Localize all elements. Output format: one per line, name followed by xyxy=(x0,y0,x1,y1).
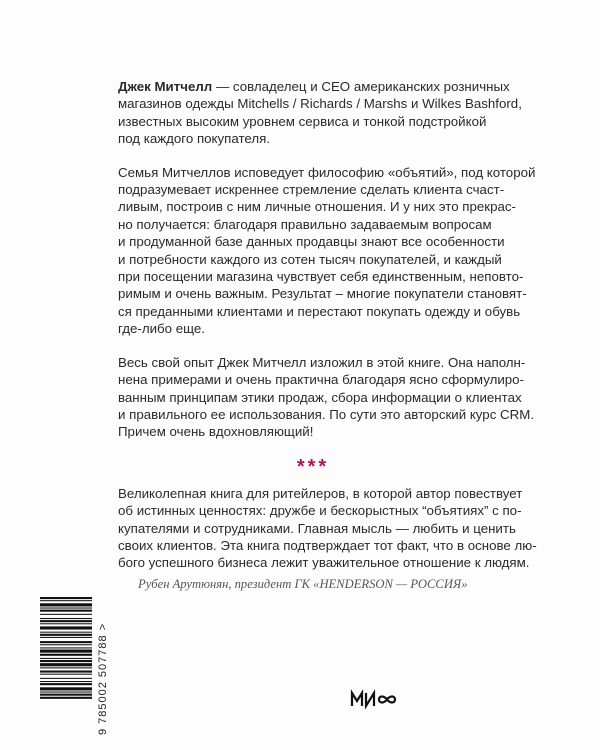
barcode-bar xyxy=(40,683,92,685)
barcode-bar xyxy=(40,641,92,643)
text-line: ливым, построив с ним личные отношения. И у них это прекрас- xyxy=(118,199,516,215)
text-line: своих клиентов. Эта книга подтверждает тот факт, что в основе лю- xyxy=(118,537,537,553)
barcode-bar xyxy=(40,658,92,659)
barcode-bar xyxy=(40,694,92,696)
text-line: римым и очень важным. Результат – многие покупатели становят- xyxy=(118,286,527,302)
testimonial-author: Рубен Арутюнян, президент ГК «HENDERSON — РОССИЯ» xyxy=(138,576,468,591)
text-line: Семья Митчеллов исповедует философию «объятий», под которой xyxy=(118,164,536,180)
barcode-bar xyxy=(40,674,92,675)
text-line: нена примерами и очень практична благодаря ясно сформулиро- xyxy=(118,372,524,388)
barcode-bar xyxy=(40,692,92,693)
barcode-bar xyxy=(40,620,92,622)
barcode-bar xyxy=(40,634,92,636)
barcode-bar xyxy=(40,626,92,629)
barcode-bar xyxy=(40,637,92,638)
isbn-digits: 9 785002 507788 > xyxy=(97,622,109,735)
text-line: при посещении магазина чувствует себя единственным, неповто- xyxy=(118,269,524,285)
text-line: и потребности каждого из сотен тысяч покупателей, и каждый xyxy=(118,251,502,267)
barcode-bar xyxy=(40,600,92,601)
text-line: но получается: благодаря правильно задаваемым вопросам xyxy=(118,216,492,232)
barcode-bar xyxy=(40,614,92,615)
barcode-bar xyxy=(40,681,92,682)
barcode-bar xyxy=(40,632,92,633)
text-line: где-либо еще. xyxy=(118,321,206,337)
text-line: подразумевает искреннее стремление сделать клиента счаст- xyxy=(118,182,505,198)
author-name: Джек Митчелл xyxy=(118,79,213,94)
text-line: Причем очень вдохновляющий! xyxy=(118,424,314,440)
text-line: об истинных ценностях: дружбе и бескорыстных “объятиях” с по- xyxy=(118,503,522,519)
barcode-bar xyxy=(40,667,92,668)
text-line: и продуманной базе данных продавцы знают все особенности xyxy=(118,234,505,250)
text-line: Весь свой опыт Джек Митчелл изложил в этой книге. Она наполн- xyxy=(118,354,526,370)
barcode-bar xyxy=(40,623,92,624)
paragraph-book-summary xyxy=(118,354,535,441)
text-line: и правильного ее использования. По сути это авторский курс CRM. xyxy=(118,406,535,422)
text-line: Великолепная книга для ритейлеров, в которой автор повествует xyxy=(118,485,523,501)
text-line: под каждого покупателя. xyxy=(118,131,271,147)
barcode-bar xyxy=(40,650,92,653)
barcode-bar xyxy=(40,610,92,612)
text-line: бого успешного бизнеса лежит уважительное отношение к людям. xyxy=(118,555,530,571)
barcode-bar xyxy=(40,644,92,645)
barcode-bar xyxy=(40,603,92,606)
text-line: магазинов одежды Mitchells / Richards / Marshs и Wilkes Bashford, xyxy=(118,96,522,112)
barcode-bar xyxy=(40,660,92,662)
testimonial-quote xyxy=(118,485,537,572)
barcode-bar xyxy=(40,618,92,619)
barcode-bar xyxy=(40,697,92,699)
barcode-bar xyxy=(40,597,92,599)
barcode-bar xyxy=(40,654,92,656)
isbn-barcode xyxy=(40,595,92,735)
paragraph-author-bio xyxy=(118,78,522,148)
text-line: ванным принципам этики продаж, сбора информации о клиентах xyxy=(118,389,522,405)
text-line: Джек Митчелл — совладелец и CEO американских розничных xyxy=(118,79,510,94)
barcode-bar xyxy=(40,678,92,679)
barcode-bar xyxy=(40,671,92,673)
text-line: известных высоким уровнем сервиса и тонкой подстройкой xyxy=(118,113,487,129)
barcode-bar xyxy=(40,647,92,648)
publisher-logo xyxy=(350,689,398,709)
text-line: купателями и сотрудниками. Главная мысль — любить и ценить xyxy=(118,520,516,536)
section-separator: *** xyxy=(296,455,330,478)
barcode-bar xyxy=(40,663,92,666)
text-line: ся преданными клиентами и перестают покупать одежду и обувь xyxy=(118,303,521,319)
paragraph-philosophy xyxy=(118,164,536,338)
barcode-bar xyxy=(40,687,92,690)
barcode-bar xyxy=(40,608,92,609)
annotation-text xyxy=(118,78,537,593)
